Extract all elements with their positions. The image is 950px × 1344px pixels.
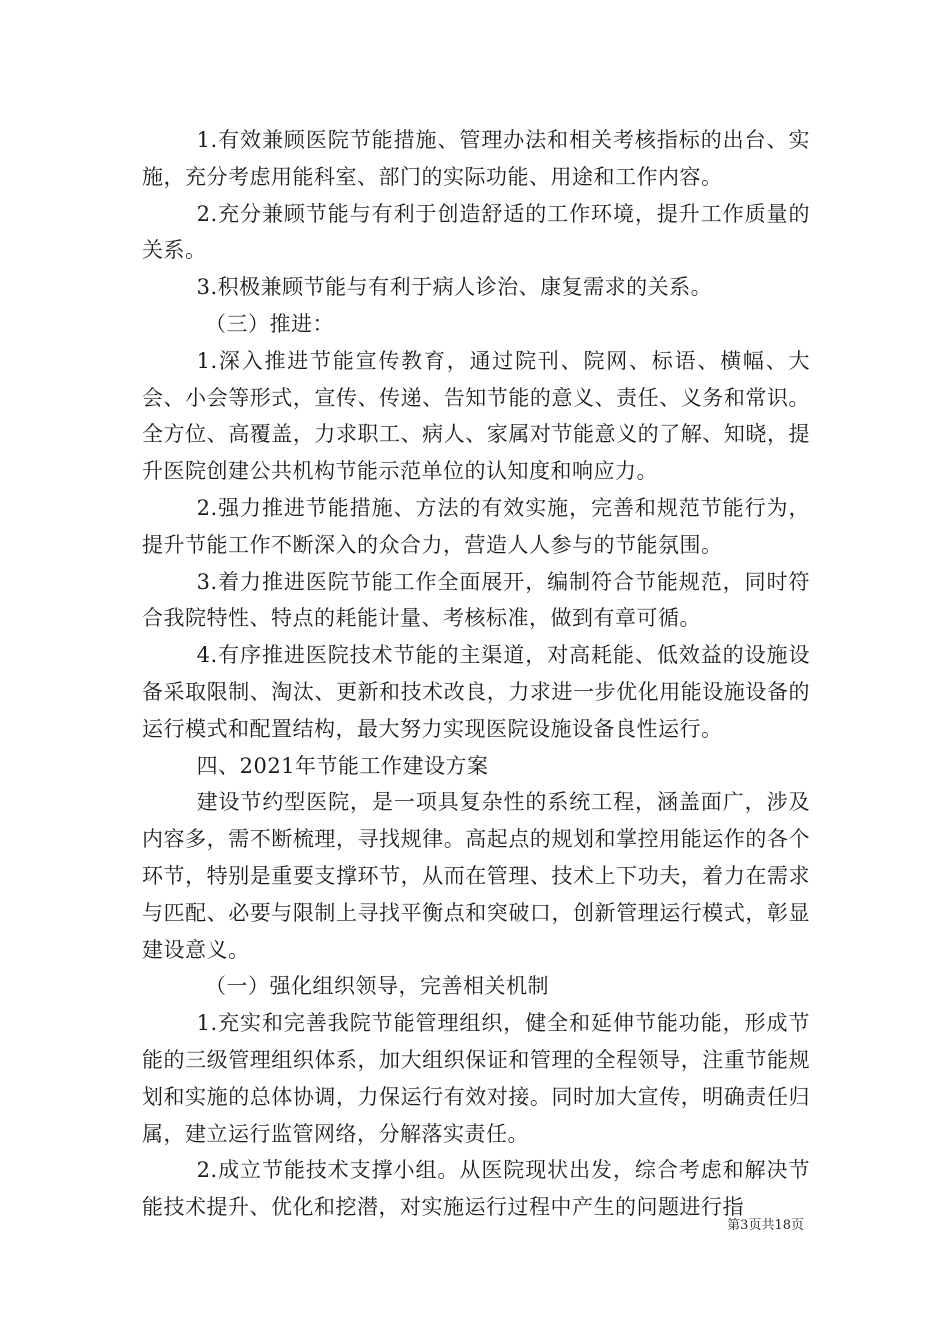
subsection-heading-1: （一）强化组织领导，完善相关机制 <box>205 974 549 999</box>
section-heading-4: 四、2021年节能工作建设方案 <box>196 753 489 778</box>
paragraph-2: 2.充分兼顾节能与有利于创造舒适的工作环境，提升工作质量的关系。 <box>142 201 810 263</box>
paragraph-5: 2.强力推进节能措施、方法的有效实施，完善和规范节能行为，提升节能工作不断深入的众合力，营造人人参与的节能氛围。 <box>142 495 810 557</box>
paragraph-3: 3.积极兼顾节能与有利于病人诊治、康复需求的关系。 <box>196 275 713 300</box>
page-number-footer: 第3页共18页 <box>727 1218 804 1233</box>
paragraph-7: 4.有序推进医院技术节能的主渠道，对高耗能、低效益的设施设备采取限制、淘汰、更新和技术改良，力求进一步优化用能设施设备的运行模式和配置结构，最大努力实现医院设施设备良性运行。 <box>142 643 810 741</box>
document-body <box>142 122 810 1226</box>
section-heading-3: （三）推进： <box>205 311 334 336</box>
paragraph-10: 2.成立节能技术支撑小组。从医院现状出发，综合考虑和解决节能技术提升、优化和挖潜，对实施运行过程中产生的问题进行指 <box>142 1158 810 1220</box>
paragraph-8: 建设节约型医院，是一项具复杂性的系统工程，涵盖面广，涉及内容多，需不断梳理，寻找规律。高起点的规划和掌控用能运作的各个环节，特别是重要支撑环节，从而在管理、技术上下功夫，着力在需求与匹配、必要与限制上寻找平衡点和突破口，创新管理运行模式，彰显建设意义。 <box>142 790 810 962</box>
paragraph-4: 1.深入推进节能宣传教育，通过院刊、院网、标语、横幅、大会、小会等形式，宣传、传递、告知节能的意义、责任、义务和常识。全方位、高覆盖，力求职工、病人、家属对节能意义的了解、知晓，提升医院创建公共机构节能示范单位的认知度和响应力。 <box>142 348 810 484</box>
paragraph-9: 1.充实和完善我院节能管理组织，健全和延伸节能功能，形成节能的三级管理组织体系，加大组织保证和管理的全程领导，注重节能规划和实施的总体协调，力保运行有效对接。同时加大宣传，明确责任归属，建立运行监管网络，分解落实责任。 <box>142 1011 810 1146</box>
paragraph-6: 3.着力推进医院节能工作全面展开，编制符合节能规范，同时符合我院特性、特点的耗能计量、考核标准，做到有章可循。 <box>142 569 810 631</box>
paragraph-1: 1.有效兼顾医院节能措施、管理办法和相关考核指标的出台、实施，充分考虑用能科室、部门的实际功能、用途和工作内容。 <box>142 128 810 189</box>
